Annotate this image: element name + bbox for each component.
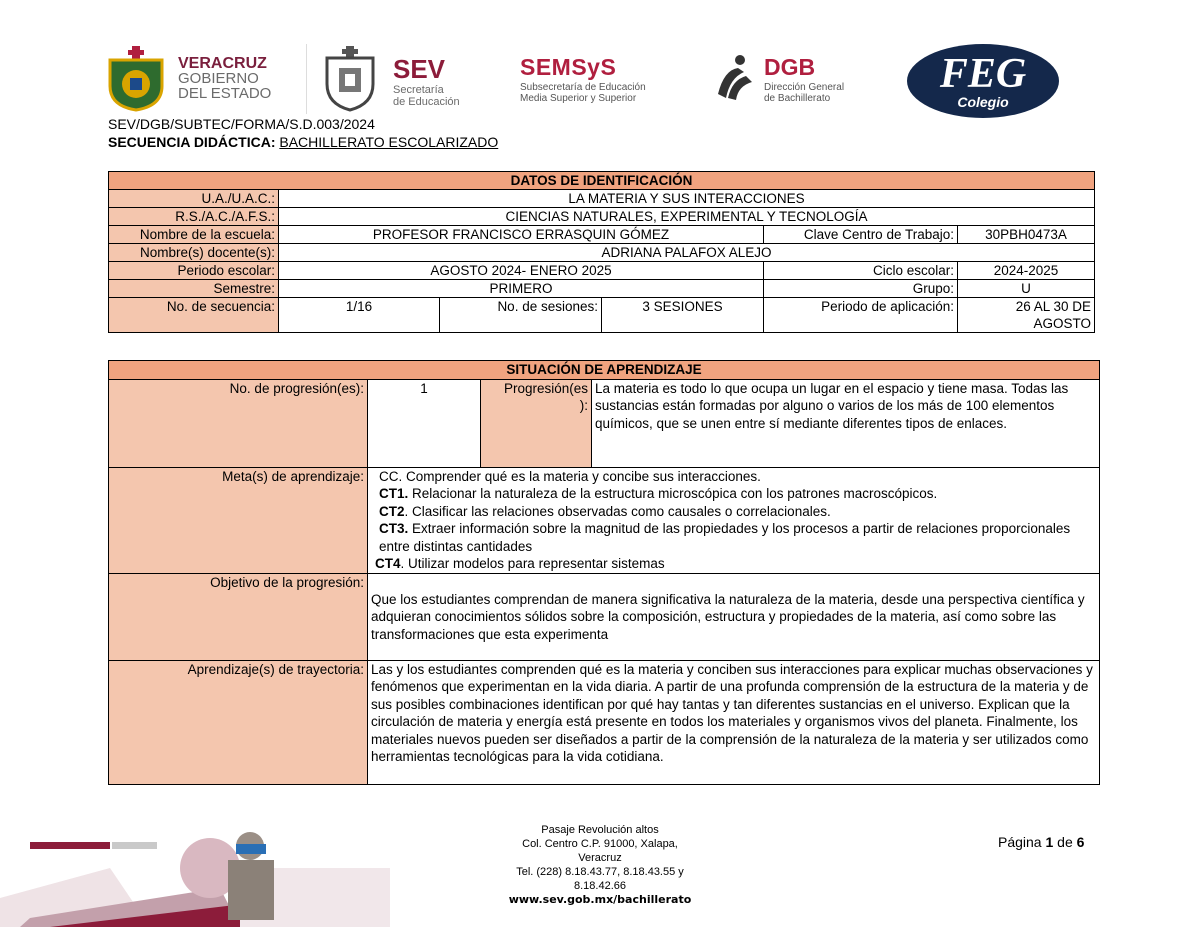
- meta-ct3: CT3. Extraer información sobre la magnitud de las propiedades y los procesos a partir de relaciones proporcionales entre distintas cantidades: [379, 521, 1071, 554]
- periodo-label: Periodo escolar:: [109, 262, 279, 280]
- veracruz-logo: [100, 44, 290, 114]
- clave-label: Clave Centro de Trabajo:: [764, 226, 958, 244]
- clave-value: 30PBH0473A: [958, 226, 1095, 244]
- meta-ct2: CT2. Clasificar las relaciones observadas como causales o correlacionales.: [379, 503, 831, 519]
- meta-cc: CC. Comprender qué es la materia y concibe sus interacciones.: [379, 468, 761, 484]
- semsys-name: SEMSyS: [520, 54, 617, 80]
- trayectoria-text: Las y los estudiantes comprenden qué es la materia y conciben sus interacciones para explicar muchas observaciones y fenómenos que experimentan en la vida diaria. A partir de una profunda comprensión de la estructura de la materia y de sus posibles combinaciones identifican por qué hay tantas y tan diferentes sustancias en el universo. Explican que la circulación de materia y energía está presente en todos los materiales y organismos vivos del planeta. Finalmente, los materiales nuevos pueden ser diseñados a partir de la comprensión de la naturaleza de la materia y ser utilizados como herramientas tecnológicas para la vida cotidiana.: [368, 660, 1100, 784]
- sev-seal-icon: [319, 46, 381, 112]
- secuencia-value: 1/16: [279, 298, 440, 333]
- periodo-value: AGOSTO 2024- ENERO 2025: [279, 262, 764, 280]
- docente-label: Nombre(s) docente(s):: [109, 244, 279, 262]
- page-number: Página 1 de 6: [998, 834, 1085, 850]
- semsys-logo: [520, 44, 690, 114]
- veracruz-text: VERACRUZ GOBIERNO DEL ESTADO: [178, 55, 272, 102]
- progresion-no-value: 1: [368, 379, 481, 467]
- docente-value: ADRIANA PALAFOX ALEJO: [279, 244, 1095, 262]
- grupo-value: U: [958, 280, 1095, 298]
- aplicacion-value: 26 AL 30 DE AGOSTO: [958, 298, 1095, 333]
- dgb-subtitle: Dirección General de Bachillerato: [764, 82, 845, 104]
- feg-subtitle: Colegio: [957, 94, 1009, 110]
- address-line-3: Veracruz: [578, 852, 622, 864]
- objetivo-label: Objetivo de la progresión:: [109, 573, 368, 660]
- aplicacion-label: Periodo de aplicación:: [764, 298, 958, 333]
- rs-value: CIENCIAS NATURALES, EXPERIMENTAL Y TECNOLOGÍA: [279, 208, 1095, 226]
- sequence-title-prefix: SECUENCIA DIDÁCTICA:: [108, 134, 276, 150]
- meta-ct1: CT1. Relacionar la naturaleza de la estructura microscópica con los patrones macroscópicos.: [379, 486, 938, 501]
- learning-situation-table: [108, 360, 1100, 785]
- footer-decoration-icon: [0, 828, 400, 927]
- sesiones-label: No. de sesiones:: [440, 298, 602, 333]
- metas-list: [368, 467, 1100, 573]
- semestre-label: Semestre:: [109, 280, 279, 298]
- phone-line-2: 8.18.42.66: [574, 880, 626, 892]
- identification-table: [108, 171, 1095, 333]
- footer-url-link[interactable]: www.sev.gob.mx/bachillerato: [508, 893, 692, 906]
- meta-ct4: CT4. Utilizar modelos para representar sistemas: [375, 556, 665, 571]
- sesiones-value: 3 SESIONES: [602, 298, 764, 333]
- grupo-label: Grupo:: [764, 280, 958, 298]
- escuela-label: Nombre de la escuela:: [109, 226, 279, 244]
- logo-row: [100, 44, 1080, 116]
- escuela-value: PROFESOR FRANCISCO ERRASQUIN GÓMEZ: [279, 226, 764, 244]
- progresion-text: La materia es todo lo que ocupa un lugar en el espacio y tiene masa. Todas las sustancias están formadas por alguno o varios de los más de 100 elementos químicos, que se unen entre sí mediante diferentes tipos de enlaces.: [592, 379, 1100, 467]
- sequence-title: [108, 134, 498, 150]
- dgb-name: DGB: [764, 54, 816, 80]
- address-line-1: Pasaje Revolución altos: [541, 824, 659, 836]
- uac-label: U.A./U.A.C.:: [109, 190, 279, 208]
- sequence-title-value: BACHILLERATO ESCOLARIZADO: [279, 134, 499, 150]
- objetivo-text: Que los estudiantes comprendan de manera significativa la naturaleza de la materia, desde una perspectiva científica y adquieran conocimientos sólidos sobre la composición, estructura y propiedades de la materia, así como sobre las transformaciones que esta experimenta: [368, 573, 1100, 660]
- sev-subtitle: Secretaría de Educación: [393, 84, 460, 108]
- phone-line-1: Tel. (228) 8.18.43.77, 8.18.43.55 y: [516, 866, 684, 878]
- semsys-subtitle: Subsecretaría de Educación Media Superior y Superior: [520, 82, 646, 104]
- semestre-value: PRIMERO: [279, 280, 764, 298]
- sev-name: SEV: [393, 54, 446, 84]
- dgb-emblem-icon: [714, 54, 756, 102]
- feg-logo: [907, 44, 1059, 118]
- identification-heading: DATOS DE IDENTIFICACIÓN: [109, 172, 1095, 190]
- feg-name: FEG: [939, 51, 1027, 97]
- metas-label: Meta(s) de aprendizaje:: [109, 467, 368, 573]
- uac-value: LA MATERIA Y SUS INTERACCIONES: [279, 190, 1095, 208]
- ciclo-value: 2024-2025: [958, 262, 1095, 280]
- progresion-label: Progresión(es ):: [481, 379, 592, 467]
- secuencia-label: No. de secuencia:: [109, 298, 279, 333]
- ciclo-label: Ciclo escolar:: [764, 262, 958, 280]
- rs-label: R.S./A.C./A.F.S.:: [109, 208, 279, 226]
- veracruz-seal-icon: [104, 46, 168, 112]
- form-code: SEV/DGB/SUBTEC/FORMA/S.D.003/2024: [108, 116, 375, 132]
- progresion-no-label: No. de progresión(es):: [109, 379, 368, 467]
- dgb-logo: [714, 44, 884, 114]
- trayectoria-label: Aprendizaje(s) de trayectoria:: [109, 660, 368, 784]
- sev-logo: [306, 44, 497, 114]
- address-line-2: Col. Centro C.P. 91000, Xalapa,: [522, 838, 678, 850]
- situation-heading: SITUACIÓN DE APRENDIZAJE: [109, 361, 1100, 380]
- footer-address: [470, 823, 730, 907]
